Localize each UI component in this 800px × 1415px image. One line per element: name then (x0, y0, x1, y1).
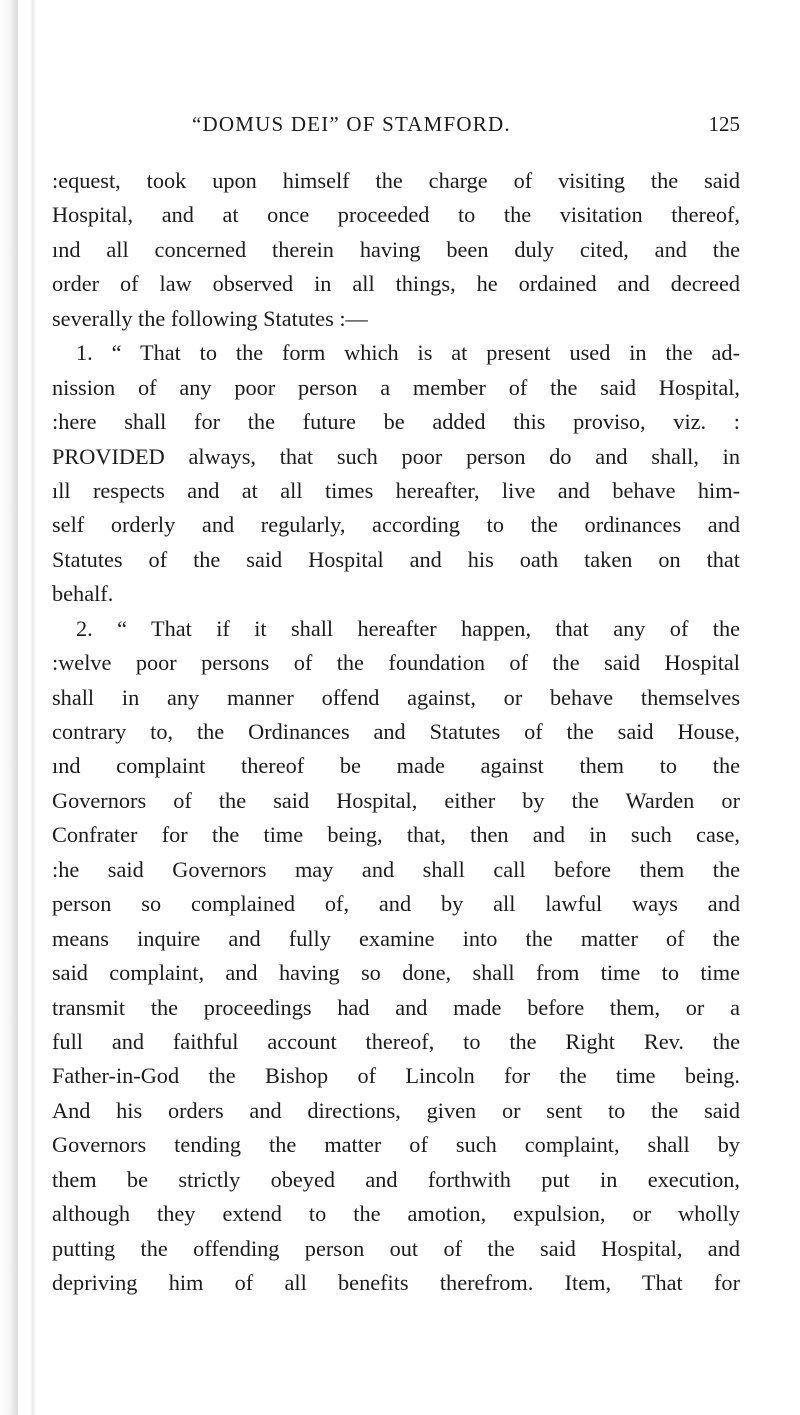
text-line: Governors of the said Hospital, either by the Warden or (52, 787, 740, 813)
text-line: depriving him of all benefits therefrom. Item, That for (52, 1270, 740, 1295)
text-line: nission of any poor person a member of the said Hospital, (52, 374, 740, 400)
text-line: ınd all concerned therein having been duly cited, and the (52, 236, 740, 262)
text-line: :welve poor persons of the foundation of the said Hospital (52, 650, 740, 676)
text-line: ıll respects and at all times hereafter, live and behave him- (52, 477, 740, 503)
text-line: although they extend to the amotion, expulsion, or wholly (52, 1201, 740, 1227)
page-gutter-shadow (0, 0, 18, 1415)
text-line: severally the following Statutes :— (52, 305, 368, 331)
text-line: behalf. (52, 581, 114, 607)
text-line: contrary to, the Ordinances and Statutes of the said House, (52, 719, 740, 744)
binding-crease (30, 0, 36, 1415)
text-line: self orderly and regularly, according to the ordinances and (52, 512, 740, 538)
text-line: Statutes of the said Hospital and his oath taken on that (52, 546, 740, 572)
text-line: transmit the proceedings had and made before them, or a (52, 994, 740, 1020)
text-line: shall in any manner offend against, or behave themselves (52, 684, 740, 710)
text-line: And his orders and directions, given or sent to the said (52, 1097, 740, 1123)
text-line: Governors tending the matter of such complaint, shall by (52, 1132, 740, 1158)
text-line: putting the offending person out of the said Hospital, and (52, 1235, 740, 1261)
text-line: :here shall for the future be added this proviso, viz. : (52, 409, 740, 435)
text-line: :he said Governors may and shall call before them the (52, 856, 740, 882)
text-line: said complaint, and having so done, shall from time to time (52, 960, 740, 986)
text-line: ınd complaint thereof be made against them to the (52, 753, 740, 779)
page-header (192, 112, 740, 144)
text-line: 2. “ That if it shall hereafter happen, that any of the (76, 615, 740, 641)
text-line: Father-in-God the Bishop of Lincoln for the time being. (52, 1063, 740, 1089)
text-line: means inquire and fully examine into the matter of the (52, 925, 740, 951)
text-line: :equest, took upon himself the charge of visiting the said (52, 168, 740, 193)
text-line: 1. “ That to the form which is at present used in the ad- (76, 340, 740, 366)
body-text (52, 164, 740, 1300)
text-line: Hospital, and at once proceeded to the visitation thereof, (52, 202, 740, 228)
text-line: person so complained of, and by all lawful ways and (52, 891, 740, 917)
running-head: “DOMUS DEI” OF STAMFORD. (192, 112, 511, 136)
text-line: full and faithful account thereof, to the Right Rev. the (52, 1028, 740, 1054)
text-line: them be strictly obeyed and forthwith put in execution, (52, 1166, 740, 1192)
page-number: 125 (708, 112, 740, 136)
text-line: order of law observed in all things, he ordained and decreed (52, 271, 740, 297)
text-line: PROVIDED always, that such poor person do and shall, in (52, 443, 740, 469)
text-line: Confrater for the time being, that, then and in such case, (52, 822, 740, 848)
